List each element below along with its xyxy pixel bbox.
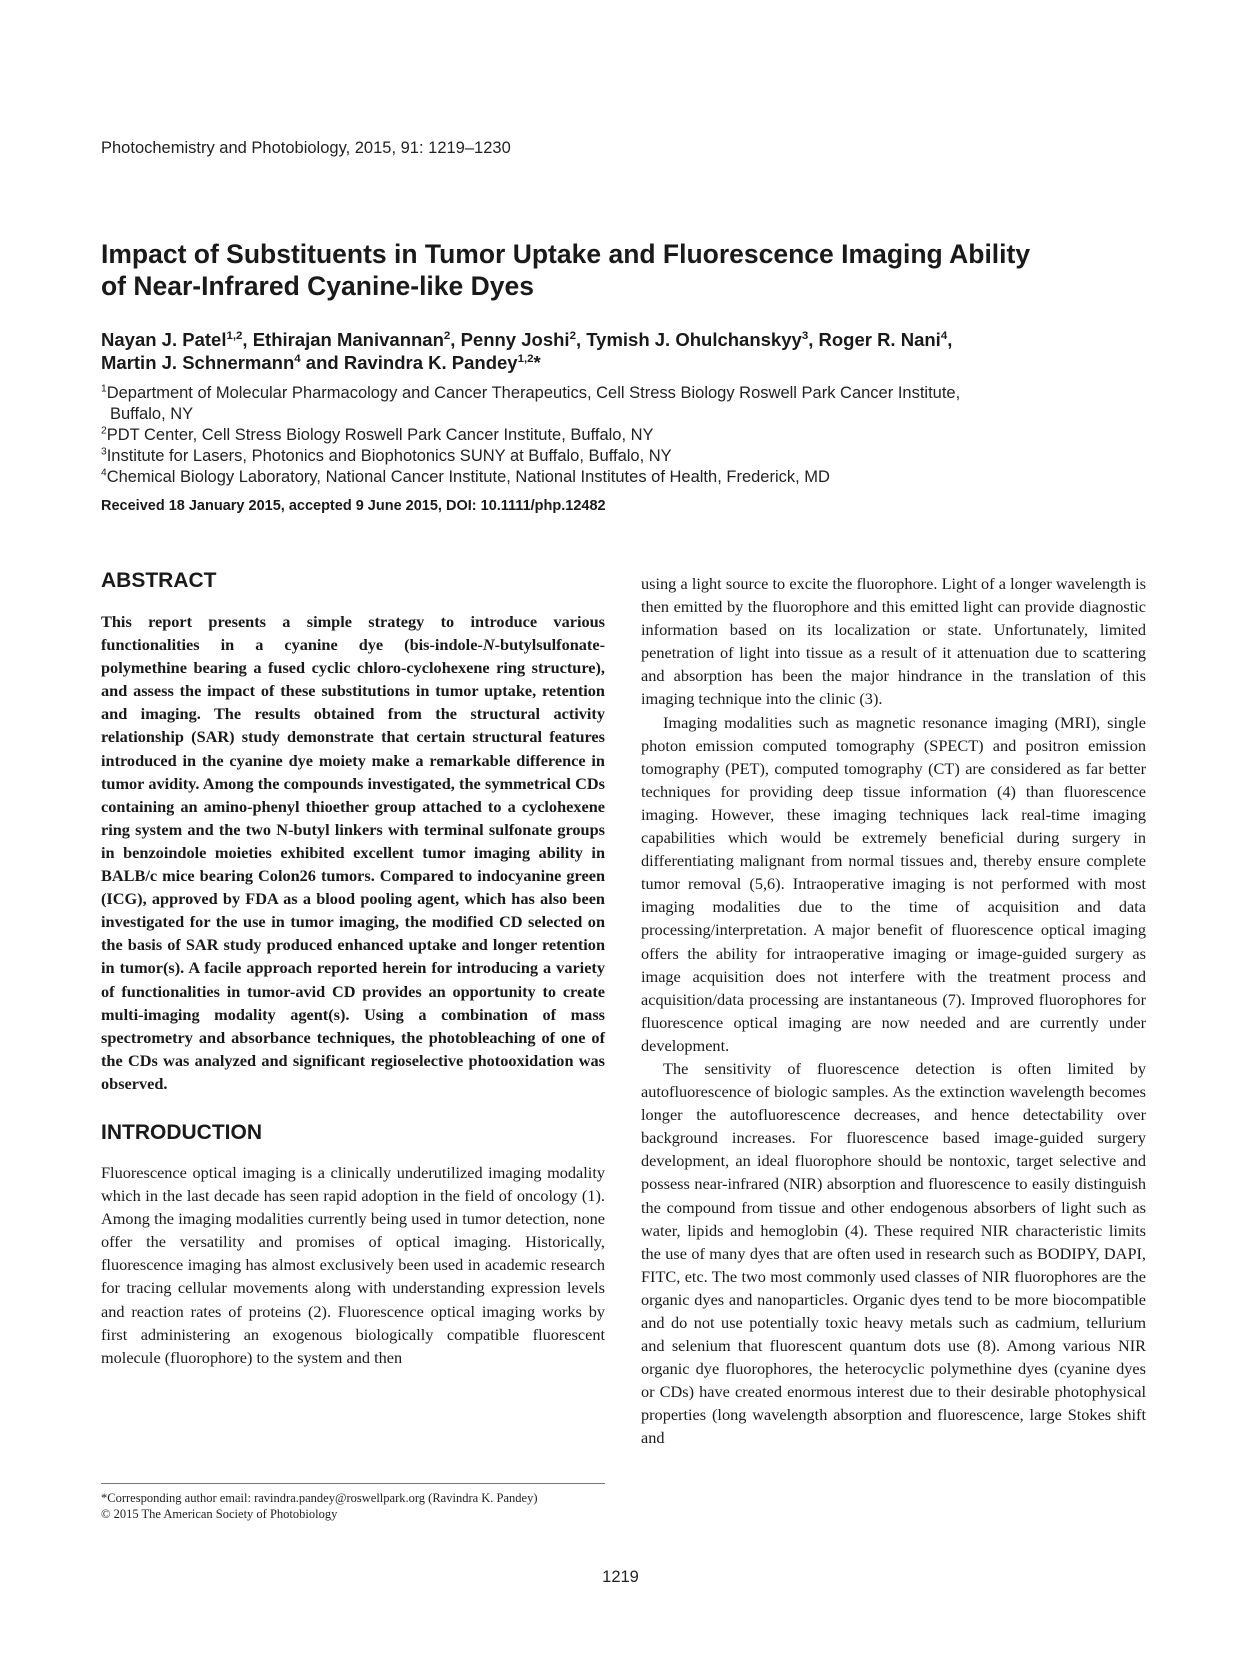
article-title	[101, 238, 1161, 302]
body-paragraph-continued: using a light source to excite the fluorophore. Light of a longer wavelength is then emitted by the fluorophore and this emitted light can provide diagnostic information based on its localization or state. Unfortunately, limited penetration of light into tissue as a result of it attenuation due to scattering and absorption has been the major hindrance in the translation of this imaging technique into the clinic (3).	[641, 574, 1146, 709]
affiliation-3	[101, 446, 1161, 467]
author-affiliation-sup: 4	[294, 352, 301, 365]
page-number: 1219	[602, 1568, 639, 1586]
abstract-text	[101, 610, 605, 1095]
right-column	[641, 572, 1146, 1450]
abstract-heading: ABSTRACT	[101, 569, 217, 592]
author-affiliation-sup: 1,2	[517, 352, 534, 365]
corresponding-author-note: *Corresponding author email: ravindra.pandey@roswellpark.org (Ravindra K. Pandey)	[101, 1491, 538, 1505]
affiliation-text: Chemical Biology Laboratory, National Cancer Institute, National Institutes of Health, Frederick, MD	[106, 468, 830, 486]
author-name: Roger R. Nani	[818, 329, 941, 350]
author-separator: ,	[242, 329, 253, 350]
copyright-notice: © 2015 The American Society of Photobiology	[101, 1506, 338, 1521]
title-line-1: Impact of Substituents in Tumor Uptake and Fluorescence Imaging Ability	[101, 239, 1031, 269]
abstract-italic-n: N	[482, 635, 495, 655]
corresponding-mark: *	[533, 352, 541, 373]
received-dates-doi: Received 18 January 2015, accepted 9 June 2015, DOI: 10.1111/php.12482	[101, 498, 606, 514]
author-separator: ,	[947, 329, 953, 350]
author-name: Ethirajan Manivannan	[252, 329, 444, 350]
affiliations	[101, 383, 1161, 488]
abstract-text-part-2: -butylsulfonate-polymethine bearing a fused cyclic chloro-cyclohexene ring structure), and assess the impact of these substitutions in tumor uptake, retention and imaging. The results obtained from the structural activity relationship (SAR) study demonstrate that certain structural features introduced in the cyanine dye moiety make a remarkable difference in tumor avidity. Among the compounds investigated, the symmetrical CDs containing an amino-phenyl thioether group attached to a cyclohexene ring system and the two N-butyl linkers with terminal sulfonate groups in benzoindole moieties exhibited excellent tumor imaging ability in BALB/c mice bearing Colon26 tumors. Compared to indocyanine green (ICG), approved by FDA as a blood pooling agent, which has also been investigated for the use in tumor imaging, the modified CD selected on the basis of SAR study produced enhanced uptake and longer retention in tumor(s). A facile approach reported herein for introducing a variety of functionalities in tumor-avid CD provides an opportunity to create multi-imaging modality agent(s). Using a combination of mass spectrometry and absorbance techniques, the photobleaching of one of the CDs was analyzed and significant regioselective photooxidation was observed.	[101, 635, 605, 1093]
author-line-1	[101, 328, 1161, 351]
affiliation-number: 2	[101, 425, 107, 437]
author-separator: and	[300, 352, 344, 373]
affiliation-text: PDT Center, Cell Stress Biology Roswell Park Cancer Institute, Buffalo, NY	[106, 426, 654, 444]
affiliation-1-continued: Buffalo, NY	[110, 405, 194, 423]
affiliation-text: Department of Molecular Pharmacology and Cancer Therapeutics, Cell Stress Biology Roswell Park Cancer Institute,	[106, 384, 961, 402]
author-separator: ,	[808, 329, 819, 350]
affiliation-number: 4	[101, 467, 107, 479]
affiliation-number: 1	[101, 383, 107, 395]
introduction-paragraph-1: Fluorescence optical imaging is a clinically underutilized imaging modality which in the last decade has seen rapid adoption in the field of oncology (1). Among the imaging modalities currently being used in tumor detection, none offer the versatility and promises of optical imaging. Historically, fluorescence imaging has almost exclusively been used in academic research for tracing cellular movements along with understanding expression levels and reaction rates of proteins (2). Fluorescence optical imaging works by first administering an exogenous biologically compatible fluorescent molecule (fluorophore) to the system and then	[101, 1162, 605, 1367]
affiliation-2	[101, 425, 1161, 446]
left-column	[101, 568, 605, 1369]
author-affiliation-sup: 1,2	[226, 329, 243, 342]
affiliation-1	[101, 383, 1161, 404]
author-affiliation-sup: 4	[940, 329, 948, 342]
affiliation-4	[101, 467, 1161, 488]
author-name: Penny Joshi	[460, 329, 570, 350]
affiliation-text: Institute for Lasers, Photonics and Biophotonics SUNY at Buffalo, Buffalo, NY	[106, 447, 672, 465]
author-separator: ,	[450, 329, 461, 350]
author-affiliation-sup: 2	[569, 329, 576, 342]
footnote	[101, 1483, 605, 1522]
body-paragraph-sensitivity: The sensitivity of fluorescence detection is often limited by autofluorescence of biologic samples. As the extinction wavelength becomes longer the autofluorescence decreases, and hence detectability over background increases. For fluorescence based image-guided surgery development, an ideal fluorophore should be nontoxic, target selective and possess near-infrared (NIR) absorption and fluorescence to easily distinguish the compound from tissue and other endogenous absorbers of light such as water, lipids and hemoglobin (4). These required NIR characteristic limits the use of many dyes that are often used in research such as BODIPY, DAPI, FITC, etc. The two most commonly used classes of NIR fluorophores are the organic dyes and nanoparticles. Organic dyes tend to be more biocompatible and do not use potentially toxic heavy metals such as cadmium, tellurium and selenium that fluorescent quantum dots use (8). Among various NIR organic dye fluorophores, the heterocyclic polymethine dyes (cyanine dyes or CDs) have created enormous interest due to their desirable photophysical properties (long wavelength absorption and fluorescence, large Stokes shift and	[641, 1058, 1146, 1448]
author-name: Nayan J. Patel	[101, 329, 227, 350]
author-name: Martin J. Schnermann	[101, 352, 295, 373]
author-affiliation-sup: 2	[443, 329, 451, 342]
affiliation-number: 3	[101, 446, 107, 458]
body-paragraph-imaging-modalities: Imaging modalities such as magnetic resonance imaging (MRI), single photon emission computed tomography (SPECT) and positron emission tomography (PET), computed tomography (CT) are considered as far better techniques for providing deep tissue information (4) than fluorescence imaging. However, these imaging techniques lack real-time imaging capabilities which would be extremely beneficial during surgery in differentiating malignant from normal tissues and, thereby ensure complete tumor removal (5,6). Intraoperative imaging is not performed with most imaging modalities due to the time of acquisition and data processing/interpretation. A major benefit of fluorescence optical imaging offers the ability for intraoperative imaging or image-guided surgery as image acquisition does not interfere with the treatment process and acquisition/data processing are instantaneous (7). Improved fluorophores for fluorescence optical imaging are now needed and are currently under development.	[641, 712, 1146, 1055]
author-name: Ravindra K. Pandey	[343, 352, 518, 373]
author-list	[101, 328, 1161, 374]
author-separator: ,	[575, 329, 587, 350]
journal-citation: Photochemistry and Photobiology, 2015, 91: 1219–1230	[101, 139, 511, 157]
author-name: Tymish J. Ohulchanskyy	[586, 329, 802, 350]
abstract-text-part-1: This report presents a simple strategy to introduce various functionalities in a cyanine dye (bis-indole-	[101, 612, 605, 655]
introduction-heading: INTRODUCTION	[101, 1120, 262, 1144]
author-affiliation-sup: 3	[801, 329, 809, 342]
title-line-2: of Near-Infrared Cyanine-like Dyes	[101, 271, 534, 301]
author-line-2	[101, 351, 1161, 374]
